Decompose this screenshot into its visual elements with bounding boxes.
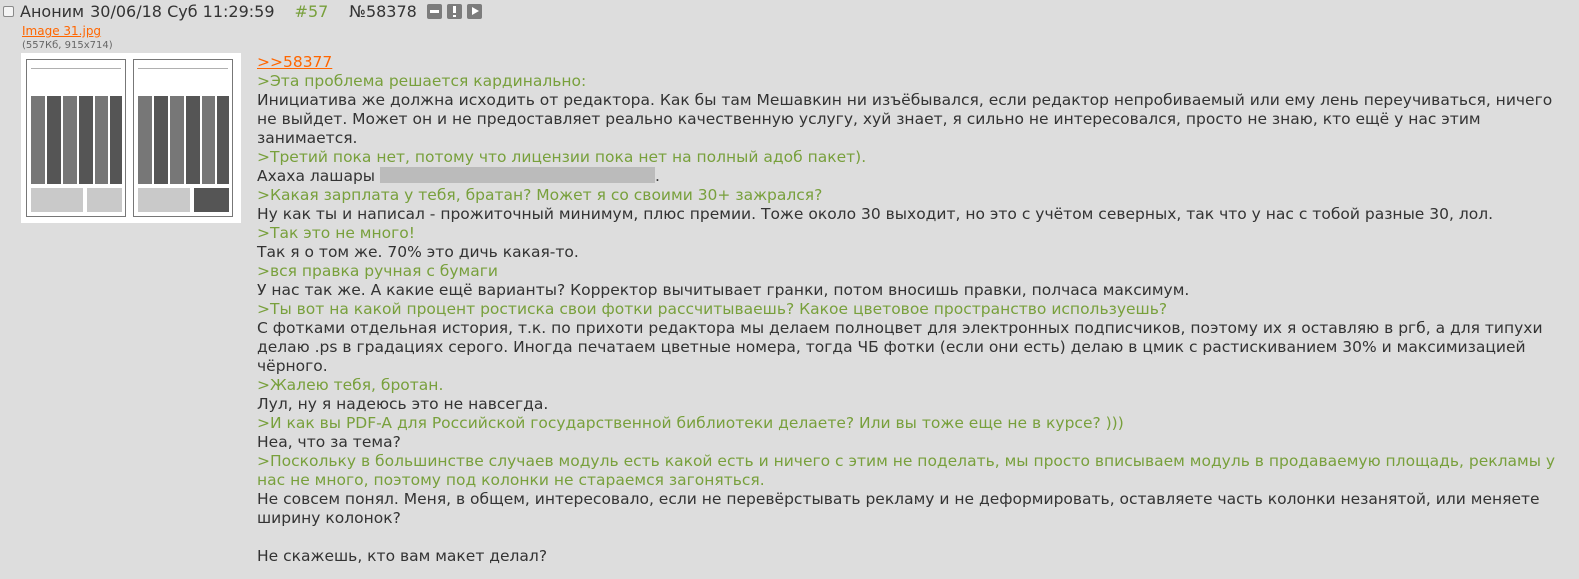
play-icon[interactable] [467, 4, 482, 19]
quote-line: >Ты вот на какой процент ростиска свои фотки рассчитываешь? Какое цветовое пространство используешь? [257, 300, 1168, 318]
text-line: С фотками отдельная история, т.к. по прихоти редактора мы делаем полноцвет для электронных подписчиков, поэтому их я оставляю в ргб, а для типухи делаю .ps в градациях серого. Иногда печатаем цветные номера, тогда ЧБ фотки (если они есть) делаю в цмик с растискиванием 30% и максимизацией чёрного. [257, 319, 1548, 375]
quote-line: >И как вы PDF-A для Российской государственной библиотеки делаете? Или вы тоже еще не в курсе? ))) [257, 414, 1124, 432]
text-line: Не совсем понял. Меня, в общем, интересовало, если не перевёрстывать рекламу и не деформировать, оставляете часть колонки незанятой, или меняете ширину колонок? [257, 490, 1545, 527]
quote-line: >вся правка ручная с бумаги [257, 262, 498, 280]
report-icon[interactable] [447, 4, 462, 19]
poster-name: Аноним [20, 1, 85, 21]
post-header [0, 0, 487, 22]
text-line: Лул, ну я надеюсь это не навсегда. [257, 395, 549, 413]
reply-link[interactable]: >>58377 [257, 53, 333, 71]
text-line-with-spoiler [257, 167, 1557, 186]
text-line: Инициатива же должна исходить от редактора. Как бы там Мешавкин ни изъёбывался, если редактор непробиваемый или ему лень переучиваться, ничего не выйдет. Может он и не предоставляет реально качественную услугу, хуй знает, я сильно не интересовался, просто не знаю, кто ещё у нас этим занимается. [257, 91, 1558, 147]
text-line: Ну как ты и написал - прожиточный минимум, плюс премии. Тоже около 30 выходит, но это с учётом северных, так что у нас с тобой разные 30, лол. [257, 205, 1494, 223]
image-thumbnail[interactable] [21, 53, 241, 223]
text-fragment: . [654, 167, 660, 185]
text-fragment: Ахаха лашары [257, 167, 380, 185]
file-meta: (557Кб, 915x714) [22, 40, 113, 51]
blank-line [257, 528, 1557, 547]
text-line: Неа, что за тема? [257, 433, 401, 451]
hide-post-icon[interactable] [427, 4, 442, 19]
select-post-checkbox[interactable] [3, 6, 14, 17]
thumbnail-page-left [26, 59, 126, 217]
text-line: Так я о том же. 70% это дичь какая-то. [257, 243, 579, 261]
post-id-link[interactable]: №58378 [349, 1, 417, 21]
quote-line: >Так это не много! [257, 224, 415, 242]
quote-line: >Жалею тебя, бротан. [257, 376, 444, 394]
file-name-link[interactable]: Image 31.jpg [22, 24, 102, 38]
post-body [257, 53, 1560, 566]
thumbnail-page-right [133, 59, 233, 217]
post-date: 30/06/18 Суб 11:29:59 [90, 1, 275, 21]
quote-line: >Какая зарплата у тебя, братан? Может я со своими 30+ зажрался? [257, 186, 823, 204]
quote-line: >Третий пока нет, потому что лицензии пока нет на полный адоб пакет). [257, 148, 867, 166]
text-line: Не скажешь, кто вам макет делал? [257, 547, 548, 565]
spoiler-block[interactable] [380, 167, 655, 183]
post-number-link[interactable]: #57 [294, 1, 329, 21]
text-line: У нас так же. А какие ещё варианты? Корректор вычитывает гранки, потом вносишь правки, полчаса максимум. [257, 281, 1190, 299]
quote-line: >Эта проблема решается кардинально: [257, 72, 587, 90]
quote-line: >Поскольку в большинстве случаев модуль есть какой есть и ничего с этим не поделать, мы просто вписываем модуль в продаваемую площадь, рекламы у нас не много, поэтому под колонки не стараемся загоняться. [257, 452, 1560, 489]
